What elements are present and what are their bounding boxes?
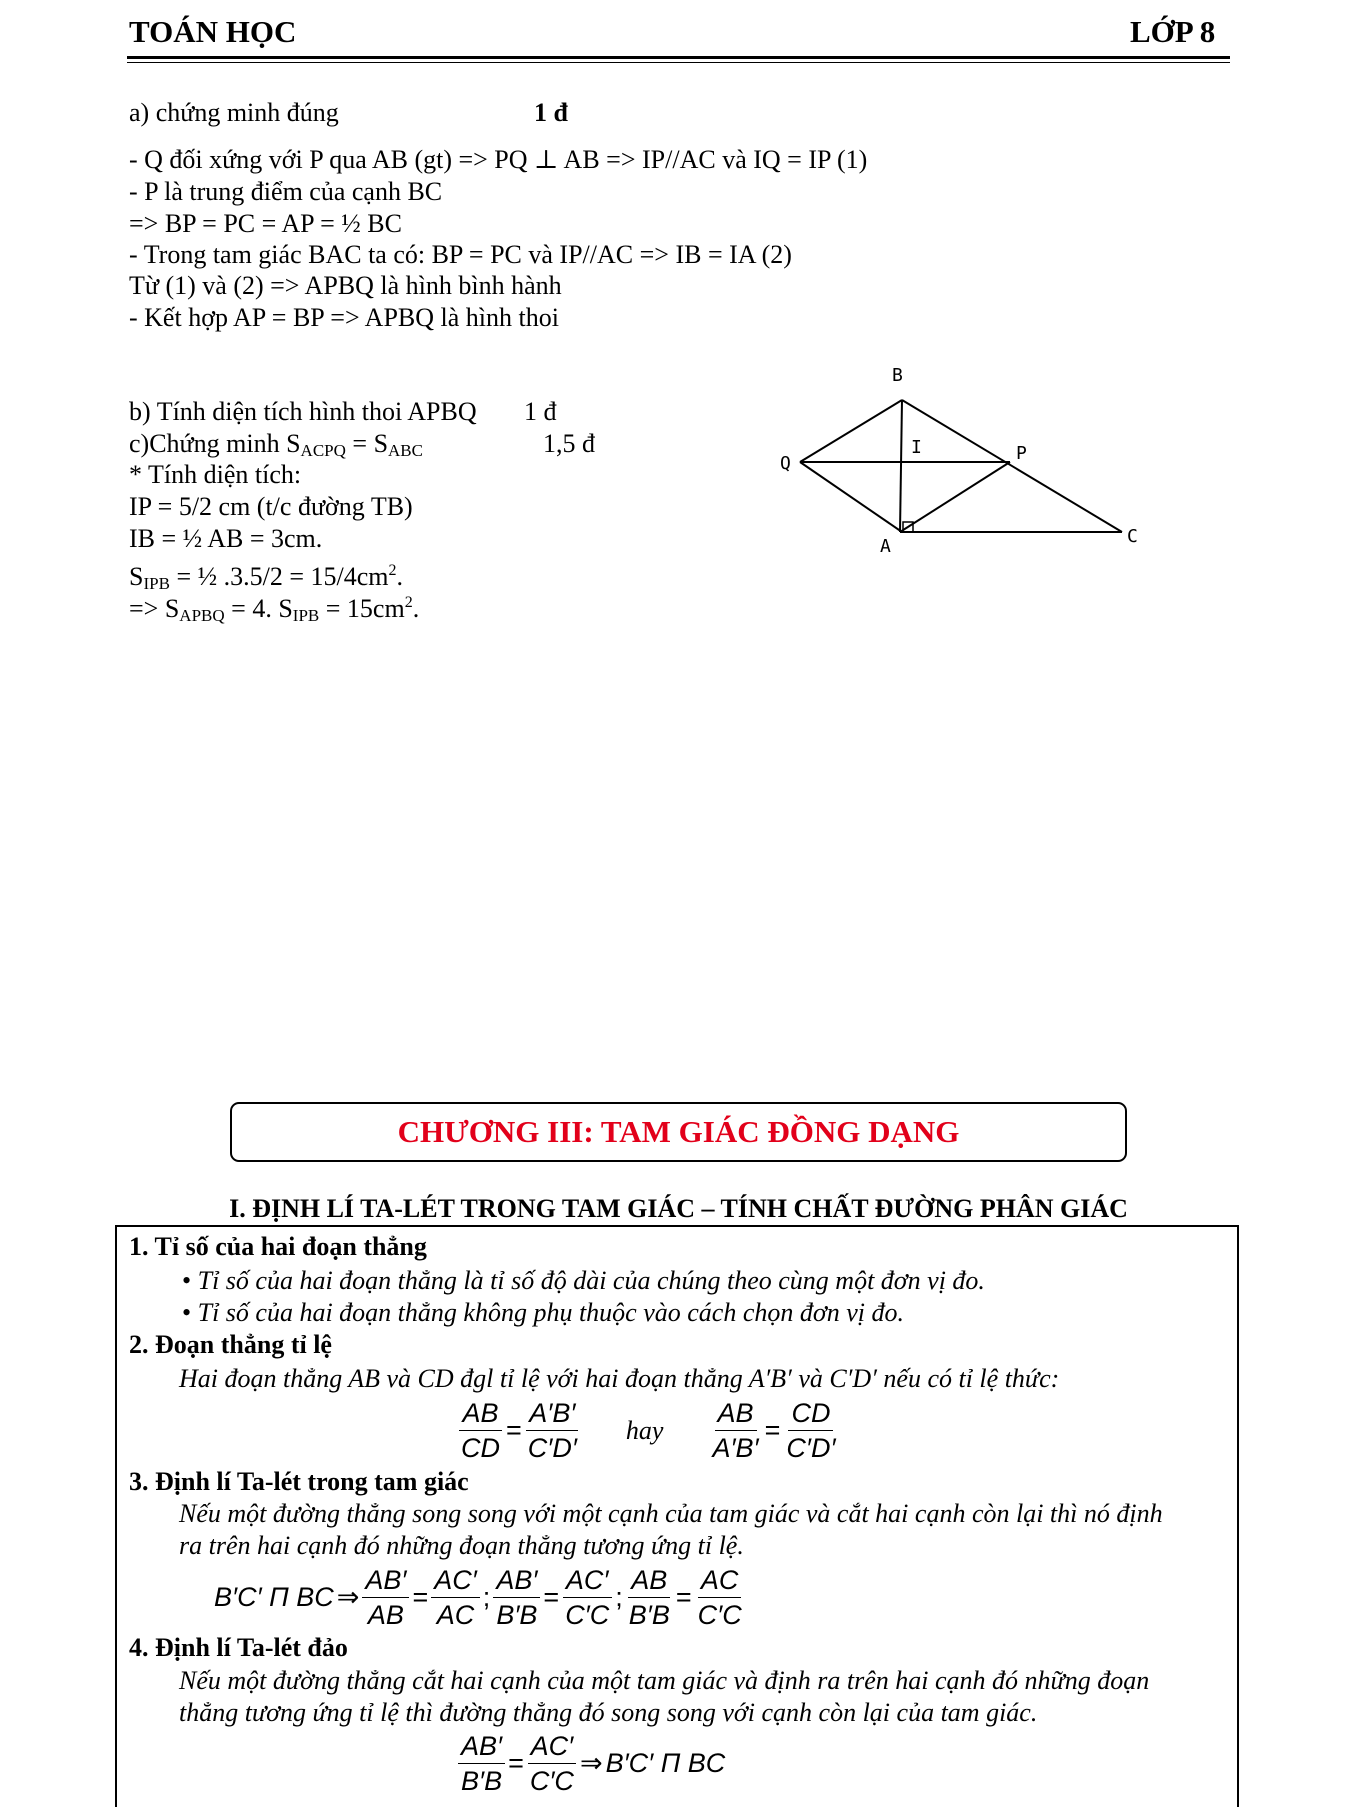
header-subject: TOÁN HỌC [129, 14, 297, 49]
fraction-den: AC [436, 1600, 475, 1630]
item2-heading: 2. Đoạn thẳng tỉ lệ [129, 1330, 332, 1359]
line-ib: IB = ½ AB = 3cm. [129, 524, 323, 553]
fraction [709, 1396, 761, 1465]
fraction-num: A′B′ [526, 1396, 578, 1431]
label-a: A [880, 536, 891, 555]
area-title: * Tính diện tích: [129, 460, 302, 489]
label-b: B [892, 365, 903, 386]
item1-bullet-1-text: Tỉ số của hai đoạn thẳng là tỉ số độ dài của chúng theo cùng một đơn vị đo. [197, 1266, 985, 1295]
fraction-den: A′B′ [712, 1433, 759, 1463]
item2-formula [458, 1396, 839, 1465]
segment-ba [900, 400, 902, 532]
part-a-line-6: - Kết hợp AP = BP => APBQ là hình thoi [129, 303, 559, 332]
fraction-num: AC [698, 1563, 742, 1598]
part-a-score: 1 đ [534, 98, 568, 127]
fraction [562, 1563, 612, 1632]
chapter-title-box [230, 1102, 1127, 1162]
s-apbq-sub: APBQ [179, 606, 225, 625]
part-a-line-4: - Trong tam giác BAC ta có: BP = PC và IP//AC => IB = IA (2) [129, 240, 792, 269]
fraction-num: AC′ [528, 1729, 577, 1764]
fraction-den: B′B [628, 1600, 670, 1630]
equals-sign: = [508, 1748, 524, 1778]
equals-sign: = [506, 1415, 522, 1445]
label-i: I [911, 437, 922, 458]
segment-bc [902, 400, 1122, 532]
label-c: C [1127, 526, 1138, 547]
fraction-den: B′B [461, 1766, 503, 1796]
section-title: I. ĐỊNH LÍ TA-LÉT TRONG TAM GIÁC – TÍNH CHẤT ĐƯỜNG PHÂN GIÁC [229, 1194, 1128, 1223]
fraction-den: AB [367, 1600, 404, 1630]
parallel-statement: B′C′ Π BC [605, 1748, 726, 1778]
segment-bq [800, 400, 902, 462]
item1-bullet-2-text: Tỉ số của hai đoạn thẳng không phụ thuộc vào cách chọn đơn vị đo. [197, 1298, 905, 1327]
part-c-sub-acpq: ACPQ [300, 441, 346, 460]
part-a-line-2: - P là trung điểm của cạnh BC [129, 177, 443, 206]
equals-sign: = [675, 1582, 692, 1612]
fraction [431, 1563, 480, 1632]
s-ipb-s: S [129, 562, 144, 591]
parallel-statement: B′C′ Π BC [214, 1582, 334, 1612]
fraction-num: AB′ [458, 1729, 505, 1764]
item1-bullet-2 [182, 1297, 904, 1328]
separator: ; [615, 1582, 623, 1612]
item3-heading: 3. Định lí Ta-lét trong tam giác [129, 1467, 469, 1496]
part-a-label: a) chứng minh đúng [129, 98, 339, 127]
fraction-num: CD [788, 1396, 833, 1431]
s-ipb-sub: IPB [143, 574, 170, 593]
equals-sign: = [543, 1582, 560, 1612]
part-a-line-3: => BP = PC = AP = ½ BC [129, 209, 402, 238]
fraction-den: C′D′ [527, 1433, 577, 1463]
header-grade: LỚP 8 [1130, 14, 1216, 49]
separator: ; [482, 1582, 491, 1612]
fraction-num: AC′ [431, 1563, 480, 1598]
s-apbq-sub2: IPB [292, 606, 320, 625]
fraction [527, 1729, 577, 1798]
line-s-apbq: => $S_{APBQ} = 4$. $S_{IPB} = 15cm^2$. [129, 594, 420, 625]
fraction-den: CD [461, 1433, 500, 1463]
label-p: P [1016, 443, 1027, 464]
part-a-line-5: Từ (1) và (2) => APBQ là hình bình hành [129, 271, 562, 300]
fraction-num: AB [459, 1396, 501, 1431]
part-c-score: 1,5 đ [543, 429, 595, 458]
bullet-icon: • [182, 1266, 192, 1295]
line-s-ipb: $S_{IPB}$ = ½ $.3.5/2 = 15/4cm^2$. [129, 562, 403, 593]
fraction-num: AB′ [362, 1563, 409, 1598]
item4-heading: 4. Định lí Ta-lét đảo [129, 1633, 348, 1662]
s-ipb-rest: = ½ .3.5/2 = 15/4cm [169, 562, 389, 591]
chapter-title: CHƯƠNG III: TAM GIÁC ĐỒNG DẠNG [397, 1114, 960, 1149]
bullet-icon: • [182, 1298, 192, 1327]
s-apbq-mid: = 4. S [224, 594, 293, 623]
fraction-den: C′C [697, 1600, 742, 1630]
equals-sign: = [764, 1415, 781, 1445]
item4-text-1: Nếu một đường thẳng cắt hai cạnh của một tam giác và định ra trên hai cạnh đó những đoạn [179, 1666, 1150, 1695]
fraction [626, 1563, 673, 1632]
s-apbq-rest: = 15cm [319, 594, 405, 623]
part-c-text: c)Chứng minh S [129, 429, 301, 458]
fraction-num: AB [715, 1396, 757, 1431]
s-ipb-sup: 2 [388, 562, 397, 579]
item3-formula [214, 1563, 745, 1632]
fraction-den: C′C [565, 1600, 610, 1630]
item2-text: Hai đoạn thẳng AB và CD đgl tỉ lệ với hai đoạn thẳng A′B′ và C′D′ nếu có tỉ lệ thức: [179, 1364, 1060, 1393]
fraction [695, 1563, 745, 1632]
rhombus-figure [770, 355, 1170, 555]
fraction [458, 1396, 503, 1465]
label-q: Q [780, 453, 791, 474]
fraction [525, 1396, 580, 1465]
line-ip: IP = 5/2 cm (t/c đường TB) [129, 492, 413, 521]
segment-qa [800, 462, 902, 532]
fraction-den: B′B [496, 1600, 538, 1630]
part-b-score: 1 đ [524, 397, 557, 426]
item3-text-1: Nếu một đường thẳng song song với một cạnh của tam giác và cắt hai cạnh còn lại thì nó định [179, 1499, 1163, 1528]
item4-text-2: thẳng tương ứng tỉ lệ thì đường thẳng đó song song với cạnh còn lại của tam giác. [179, 1698, 1038, 1727]
implies-sign: ⇒ [336, 1582, 360, 1612]
fraction-den: C′D′ [786, 1433, 836, 1463]
item1-bullet-1 [182, 1265, 985, 1296]
item4-formula [458, 1729, 725, 1798]
fraction [493, 1563, 540, 1632]
fraction [362, 1563, 409, 1632]
s-apbq-sup: 2 [404, 594, 413, 611]
part-c-sub-abc: ABC [388, 441, 423, 460]
fraction-num: AC′ [563, 1563, 612, 1598]
equals-sign: = [412, 1582, 429, 1612]
s-apbq-pre: => S [129, 594, 180, 623]
header-rule [127, 56, 1230, 59]
segment-ap [900, 462, 1010, 532]
part-c-eq: = S [345, 429, 389, 458]
fraction [458, 1729, 505, 1798]
fraction-num: AB′ [493, 1563, 540, 1598]
hay-word: hay [625, 1415, 664, 1445]
part-b-label: b) Tính diện tích hình thoi APBQ [129, 397, 477, 426]
item1-heading: 1. Tỉ số của hai đoạn thẳng [129, 1232, 427, 1261]
fraction [783, 1396, 838, 1465]
part-a-line-1: - Q đối xứng với P qua AB (gt) => PQ ⊥ AB => IP//AC và IQ = IP (1) [129, 145, 868, 174]
fraction-den: C′C [529, 1766, 574, 1796]
header-rule-thin [127, 62, 1230, 63]
implies-sign: ⇒ [579, 1748, 603, 1778]
item3-text-2: ra trên hai cạnh đó những đoạn thẳng tương ứng tỉ lệ. [179, 1531, 744, 1560]
fraction-num: AB [628, 1563, 670, 1598]
